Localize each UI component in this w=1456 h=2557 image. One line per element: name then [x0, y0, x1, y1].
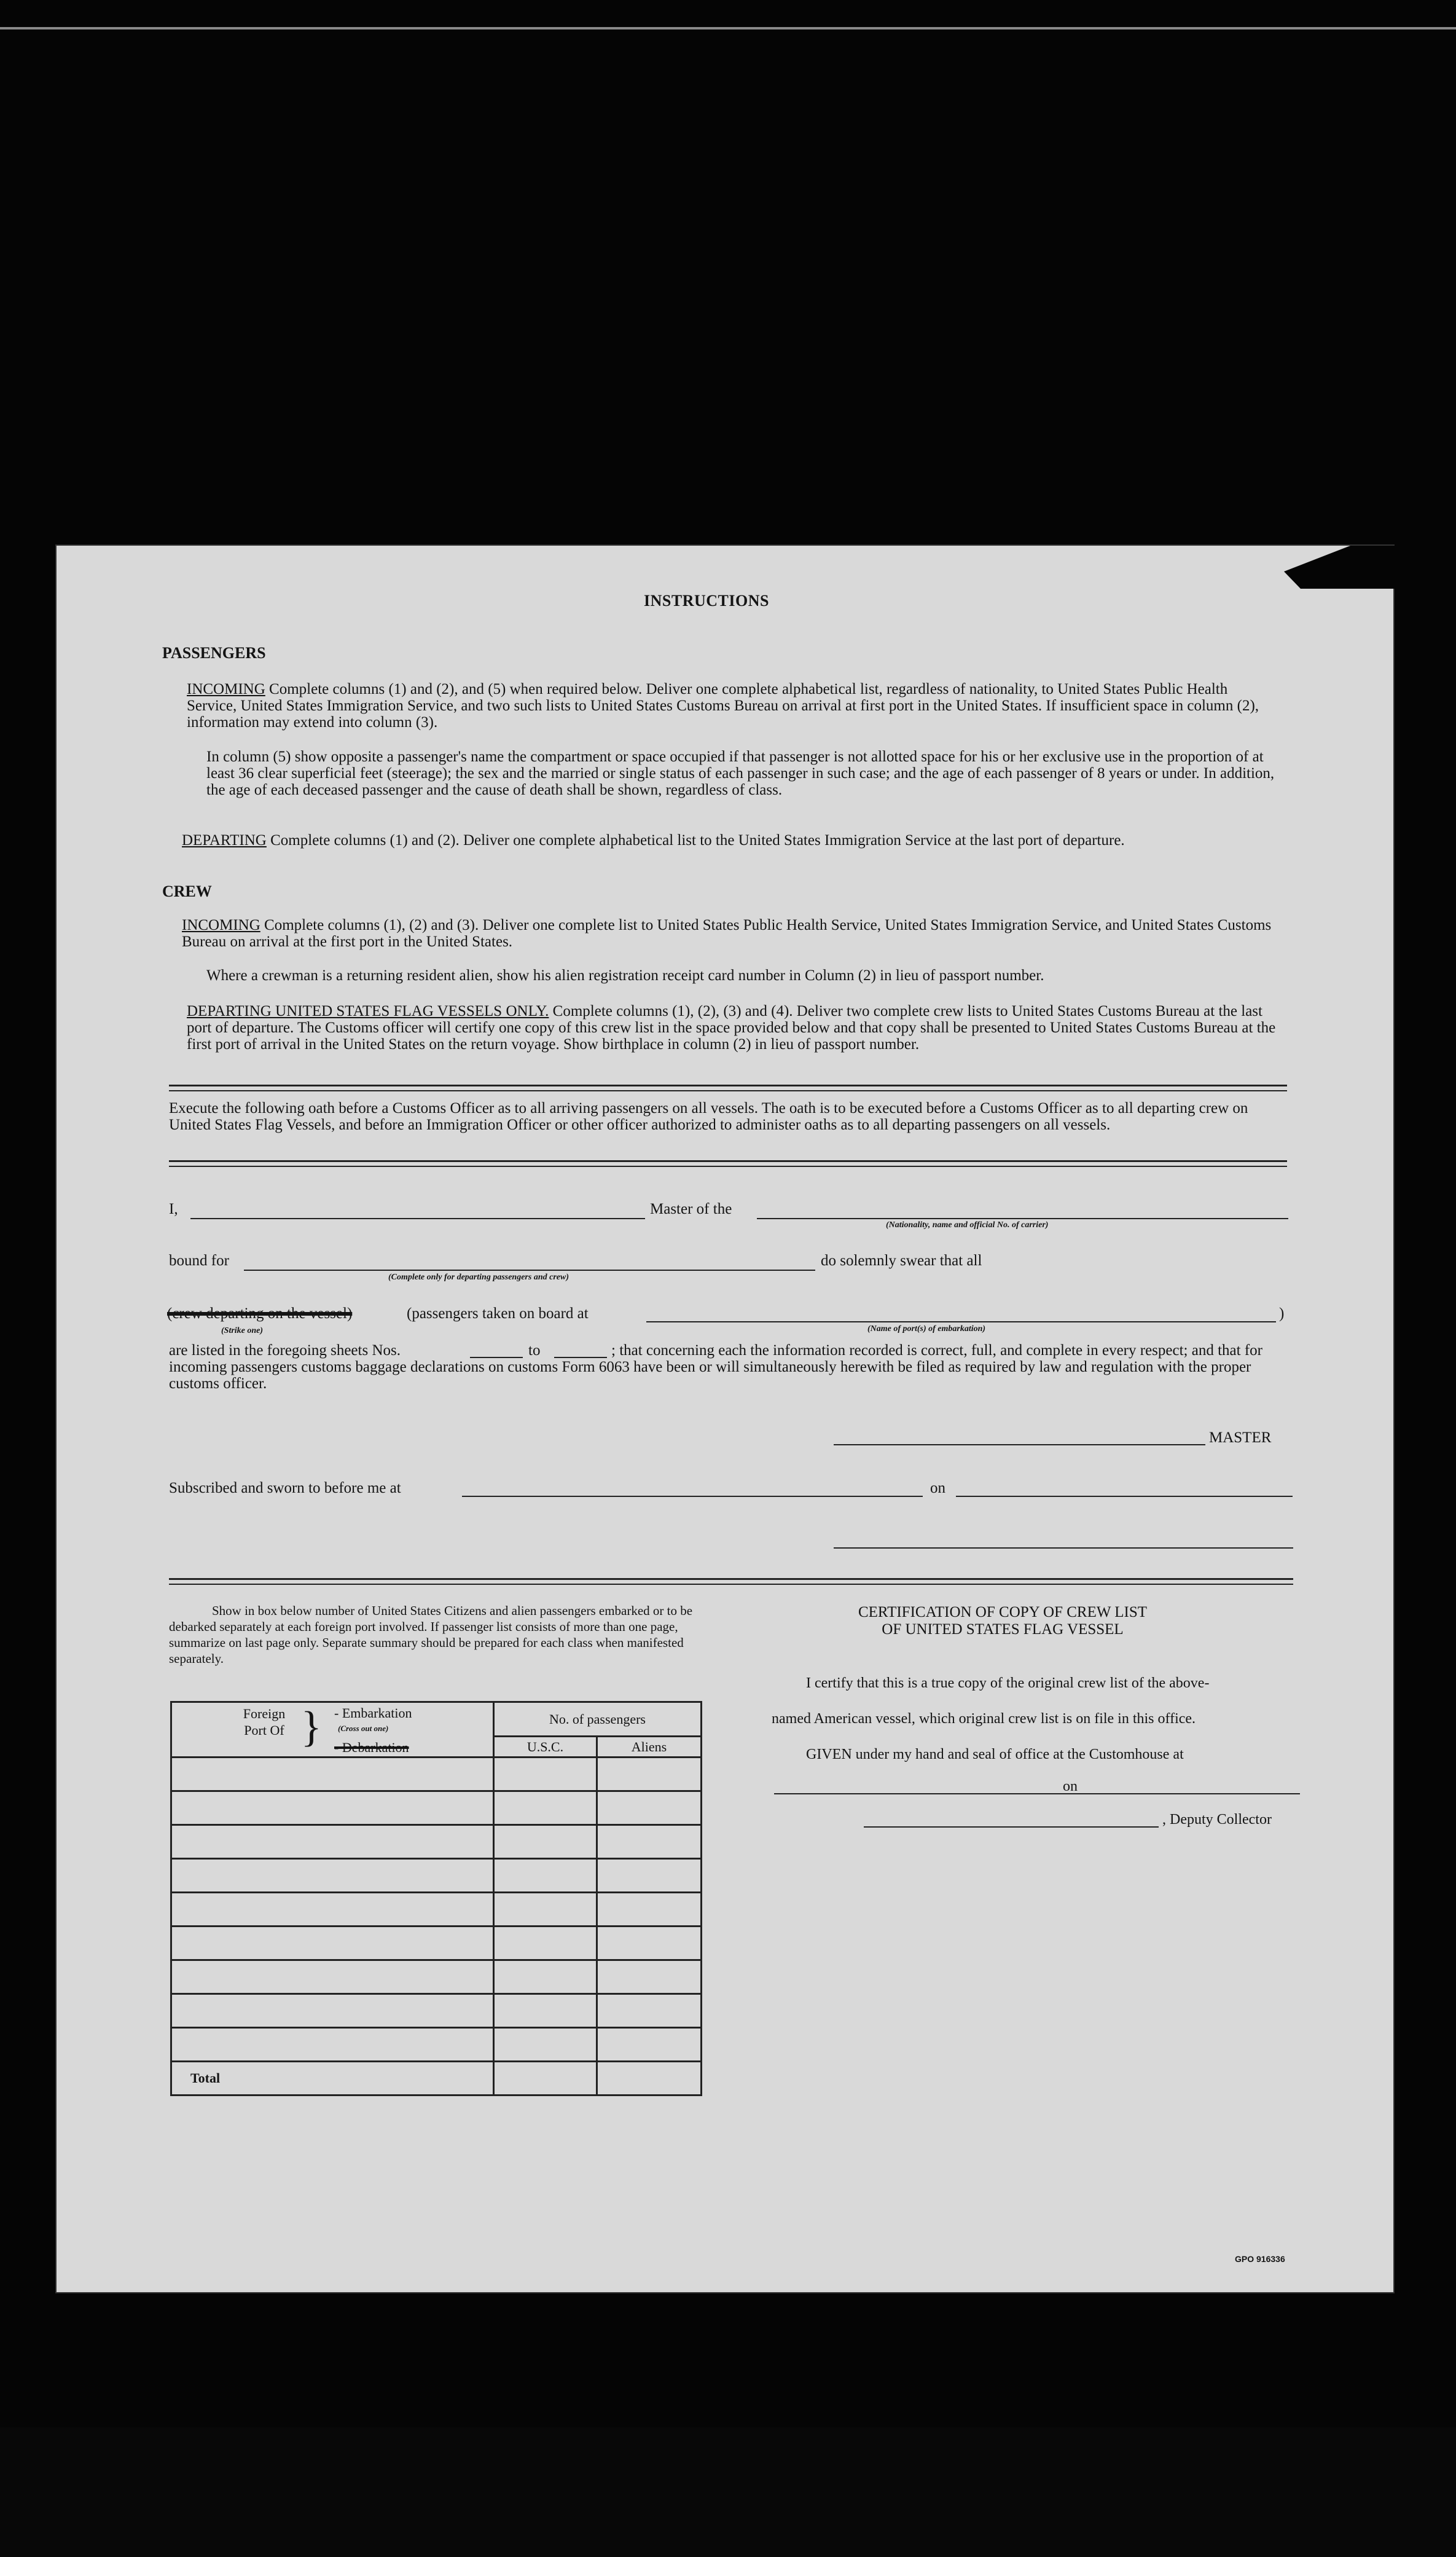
- close-paren: ): [1279, 1305, 1285, 1322]
- crew-incoming-lead: INCOMING: [182, 917, 260, 933]
- film-bottom-band: [0, 2427, 1456, 2557]
- page-title: INSTRUCTIONS: [644, 592, 769, 610]
- total-label: Total: [171, 2062, 494, 2095]
- master-of-label: Master of the: [650, 1201, 732, 1217]
- deputy-collector-label: , Deputy Collector: [1162, 1812, 1272, 1828]
- embarkation-port-field[interactable]: [646, 1321, 1276, 1322]
- certify-line-2: named American vessel, which original crew list is on file in this office.: [772, 1711, 1196, 1727]
- swear-label: do solemnly swear that all: [821, 1252, 982, 1269]
- crew-departing-paragraph: [187, 1003, 1280, 1053]
- passengers-option: (passengers taken on board at: [407, 1305, 589, 1322]
- table-row: [171, 1791, 702, 1825]
- sworn-on-label: on: [930, 1480, 945, 1496]
- certification-on-label: on: [1063, 1778, 1078, 1794]
- certification-title-line1: CERTIFICATION OF COPY OF CREW LIST: [858, 1604, 1148, 1620]
- passengers-heading: PASSENGERS: [162, 644, 266, 662]
- passengers-departing-text: Complete columns (1) and (2). Deliver one complete alphabetical list to the United States Immigration Service at the last port of departure.: [270, 832, 1125, 849]
- aliens-cell[interactable]: [597, 1927, 701, 1960]
- certification-title-line2: OF UNITED STATES FLAG VESSEL: [882, 1621, 1124, 1638]
- crew-heading: CREW: [162, 882, 212, 900]
- aliens-cell[interactable]: [597, 1825, 701, 1859]
- crew-incoming-text: Complete columns (1), (2) and (3). Deliver one complete list to United States Public Health Service, United States Immigration Service, and United States Customs Bureau on arrival at the first port in the United States.: [182, 917, 1272, 950]
- port-header-cell: [171, 1702, 494, 1758]
- total-aliens-cell[interactable]: [597, 2062, 701, 2095]
- port-cell[interactable]: [171, 1758, 494, 1791]
- usc-cell[interactable]: [493, 1758, 597, 1791]
- section-divider-3: [169, 1578, 1293, 1585]
- passengers-incoming-text: Complete columns (1) and (2), and (5) when required below. Deliver one complete alphabetical list, regardless of nationality, to United States Public Health Service, United States Immigration Service, and two such lists to United States Customs Bureau on arrival at first port in the United States. If insufficient space in column (2), information may extend into column (3).: [187, 681, 1259, 731]
- certify-line-1: I certify that this is a true copy of the original crew list of the above-: [806, 1675, 1210, 1691]
- deputy-signature-field[interactable]: [864, 1826, 1159, 1828]
- usc-cell[interactable]: [493, 1893, 597, 1927]
- bound-for-label: bound for: [169, 1252, 229, 1269]
- crew-departing-text: Complete columns (1), (2), (3) and (4). Deliver two complete crew lists to United States Customs Bureau at the last port of departure. The Customs officer will certify one copy of this crew list in the space provided below and that copy shall be presented to United States Customs Bureau at the first port of arrival in the United States on the return voyage. Show birthplace in column (2) in lieu of passport number.: [187, 1003, 1276, 1053]
- usc-cell[interactable]: [493, 1859, 597, 1893]
- given-line: GIVEN under my hand and seal of office at the Customhouse at: [806, 1746, 1184, 1762]
- form-page: [57, 546, 1393, 2292]
- aliens-cell[interactable]: [597, 1859, 701, 1893]
- table-row: [171, 1758, 702, 1791]
- total-row: [171, 2062, 702, 2095]
- gpo-code: GPO 916336: [1235, 2254, 1285, 2264]
- summary-instruction: Show in box below number of United States Citizens and alien passengers embarked or to be debarked separately at each foreign port involved. If passenger list consists of more than one page, summarize on last page only. Separate summary should be prepared for each class when manifested separately.: [169, 1603, 693, 1666]
- total-usc-cell[interactable]: [493, 2062, 597, 2095]
- port-hint: (Name of port(s) of embarkation): [867, 1324, 986, 1333]
- film-edge-line: [0, 27, 1456, 29]
- certification-title: [788, 1604, 1218, 1638]
- sworn-date-field[interactable]: [956, 1496, 1293, 1497]
- brace-glyph: }: [301, 1703, 322, 1751]
- passengers-departing-paragraph: [182, 832, 1280, 849]
- aliens-cell[interactable]: [597, 1791, 701, 1825]
- carrier-hint: (Nationality, name and official No. of carrier): [886, 1220, 1049, 1230]
- usc-cell[interactable]: [493, 1825, 597, 1859]
- master-label: MASTER: [1209, 1429, 1272, 1446]
- oath-instruction: Execute the following oath before a Customs Officer as to all arriving passengers on all vessels. The oath is to be executed before a Customs Officer as to all departing crew on United States Flag Vessels, and before an Immigration Officer or other officer authorized to administer oaths as to all departing passengers on all vessels.: [169, 1100, 1248, 1133]
- cross-out-hint: (Cross out one): [338, 1724, 389, 1733]
- table-row: [171, 1859, 702, 1893]
- aliens-cell[interactable]: [597, 2028, 701, 2062]
- customhouse-field[interactable]: [774, 1793, 1105, 1794]
- passengers-incoming-paragraph: [187, 681, 1280, 731]
- listed-prefix: are listed in the foregoing sheets Nos.: [169, 1342, 401, 1359]
- port-cell[interactable]: [171, 1893, 494, 1927]
- port-cell[interactable]: [171, 1927, 494, 1960]
- usc-cell[interactable]: [493, 2028, 597, 2062]
- aliens-cell[interactable]: [597, 1893, 701, 1927]
- aliens-cell[interactable]: [597, 1994, 701, 2028]
- crew-incoming-paragraph: [182, 917, 1280, 950]
- port-cell[interactable]: [171, 1960, 494, 1994]
- officer-signature-field[interactable]: [834, 1547, 1293, 1549]
- usc-header: U.S.C.: [493, 1737, 597, 1758]
- crew-resident-paragraph: Where a crewman is a returning resident alien, show his alien registration receipt card number in Column (2) in lieu of passport number.: [206, 967, 1044, 984]
- port-cell[interactable]: [171, 1791, 494, 1825]
- embarkation-label: - Embarkation: [334, 1705, 412, 1721]
- certification-date-field[interactable]: [1085, 1793, 1300, 1794]
- aliens-cell[interactable]: [597, 1758, 701, 1791]
- section-divider-2: [169, 1160, 1287, 1167]
- usc-cell[interactable]: [493, 1927, 597, 1960]
- column5-paragraph: In column (5) show opposite a passenger's name the compartment or space occupied if that passenger is not allotted space for his or her exclusive use in the proportion of at least 36 clear superficial feet (steerage); the sex and the married or single status of each passenger in such case; and the age of each passenger of 8 years or under. In addition, the age of each deceased passenger and the cause of death shall be shown, regardless of class.: [206, 748, 1275, 798]
- aliens-cell[interactable]: [597, 1960, 701, 1994]
- usc-cell[interactable]: [493, 1791, 597, 1825]
- oath-i-label: I,: [169, 1201, 178, 1217]
- strike-hint: (Strike one): [221, 1326, 264, 1335]
- usc-cell[interactable]: [493, 1994, 597, 2028]
- foreign-port-label: Foreign Port Of: [243, 1706, 286, 1738]
- passengers-departing-lead: DEPARTING: [182, 832, 267, 849]
- table-row: [171, 1994, 702, 2028]
- port-cell[interactable]: [171, 1859, 494, 1893]
- listed-paragraph: ; that concerning each the information recorded is correct, full, and complete in every respect; and that for incoming passengers customs baggage declarations on customs Form 6063 have been or will simultaneously herewith be filed as required by law and regulation with the proper customs officer.: [169, 1342, 1262, 1392]
- table-row: [171, 2028, 702, 2062]
- usc-cell[interactable]: [493, 1960, 597, 1994]
- table-row: [171, 1927, 702, 1960]
- master-name-field[interactable]: [190, 1218, 645, 1219]
- passengers-incoming-lead: INCOMING: [187, 681, 265, 697]
- to-label: to: [528, 1342, 541, 1359]
- struck-crew-option: (crew departing on the vessel): [167, 1305, 353, 1322]
- port-cell[interactable]: [171, 1994, 494, 2028]
- aliens-header: Aliens: [597, 1737, 701, 1758]
- sworn-place-field[interactable]: [462, 1496, 923, 1497]
- section-divider-1: [169, 1085, 1287, 1091]
- subscribed-label: Subscribed and sworn to before me at: [169, 1480, 401, 1496]
- bound-for-field[interactable]: [244, 1270, 815, 1271]
- table-row: [171, 1960, 702, 1994]
- port-cell[interactable]: [171, 1825, 494, 1859]
- crew-departing-lead: DEPARTING UNITED STATES FLAG VESSELS ONLY.: [187, 1003, 549, 1019]
- table-row: [171, 1825, 702, 1859]
- debarkation-label: - Debarkation: [334, 1740, 409, 1755]
- master-signature-field[interactable]: [834, 1444, 1205, 1445]
- port-cell[interactable]: [171, 2028, 494, 2062]
- bound-hint: (Complete only for departing passengers and crew): [388, 1273, 569, 1282]
- table-row: [171, 1893, 702, 1927]
- no-of-passengers-header: No. of passengers: [493, 1702, 701, 1737]
- carrier-field[interactable]: [757, 1218, 1288, 1219]
- summary-table: [170, 1701, 702, 2096]
